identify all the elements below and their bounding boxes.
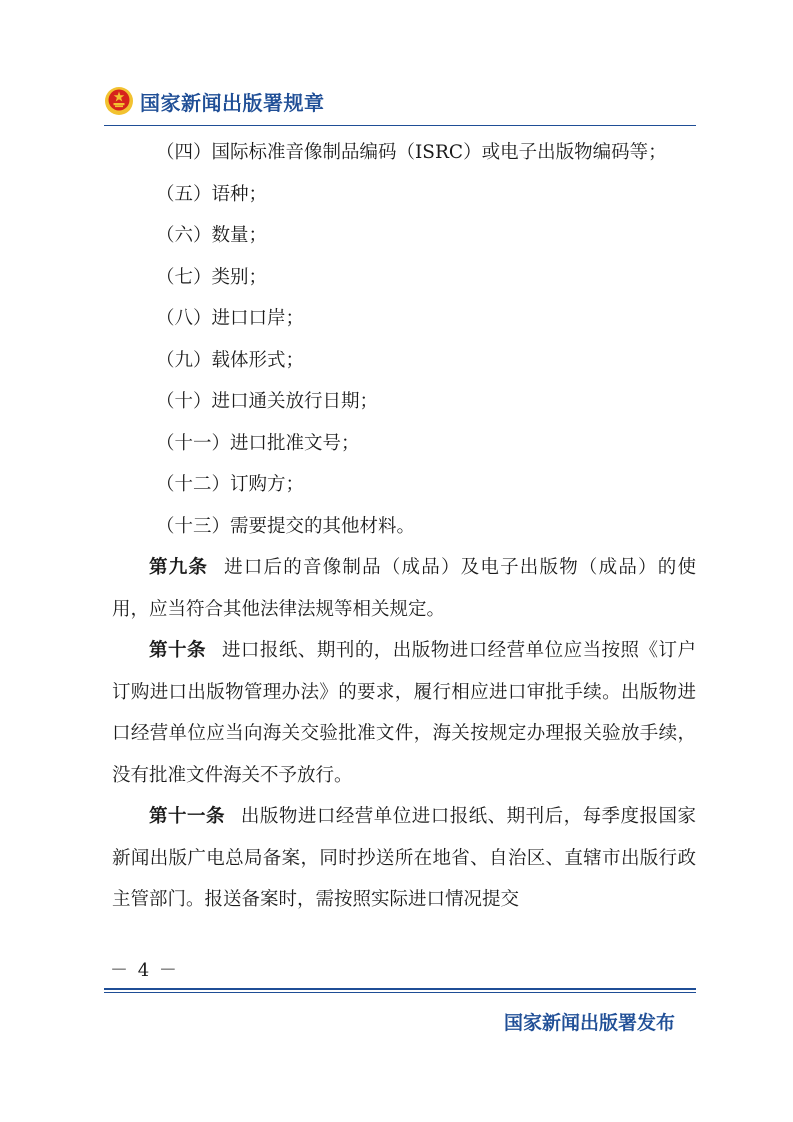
list-item: （九）载体形式； — [156, 349, 305, 371]
list-item: （八）进口口岸； — [156, 308, 305, 329]
document-body — [112, 132, 696, 921]
article-text: 进口报纸、期刊的，出版物进口经营单位应当按照《订户订购进口出版物管理办法》的要求，履行相应进口审批手续。出版物进口经营单位应当向海关交验批准文件，海关按规定办理报关验放手续，没有批准文件海关不予放行。 — [112, 640, 696, 786]
page-number: － 4 － — [110, 960, 179, 981]
list-item: （七）类别； — [156, 266, 268, 288]
article-label: 第十一条 — [149, 806, 225, 827]
header-rule — [104, 125, 696, 126]
list-item: （十）进口通关放行日期； — [156, 391, 379, 412]
national-emblem-icon — [104, 86, 134, 116]
article-label: 第九条 — [149, 557, 209, 578]
header-title: 国家新闻出版署规章 — [140, 90, 325, 115]
list-item: （六）数量； — [156, 225, 268, 246]
article-text: 出版物进口经营单位进口报纸、期刊后，每季度报国家新闻出版广电总局备案，同时抄送所在地省、自治区、直辖市出版行政主管部门。报送备案时，需按照实际进口情况提交 — [112, 806, 696, 910]
article-text: 进口后的音像制品（成品）及电子出版物（成品）的使用，应当符合其他法律法规等相关规定。 — [112, 557, 696, 620]
article-9 — [112, 547, 696, 630]
list-item: （十三）需要提交的其他材料。 — [156, 515, 416, 537]
list-item: （十二）订购方； — [156, 474, 305, 495]
footer-rule — [104, 988, 696, 990]
article-11 — [112, 796, 696, 921]
list-item: （五）语种； — [156, 183, 268, 205]
footer-rule-thin — [104, 992, 696, 993]
list-item: （四）国际标准音像制品编码（ISRC）或电子出版物编码等； — [156, 142, 667, 163]
page-header — [104, 86, 325, 116]
article-label: 第十条 — [149, 640, 206, 661]
article-10 — [112, 630, 696, 796]
footer-publisher: 国家新闻出版署发布 — [503, 1012, 675, 1034]
list-item: （十一）进口批准文号； — [156, 432, 360, 454]
